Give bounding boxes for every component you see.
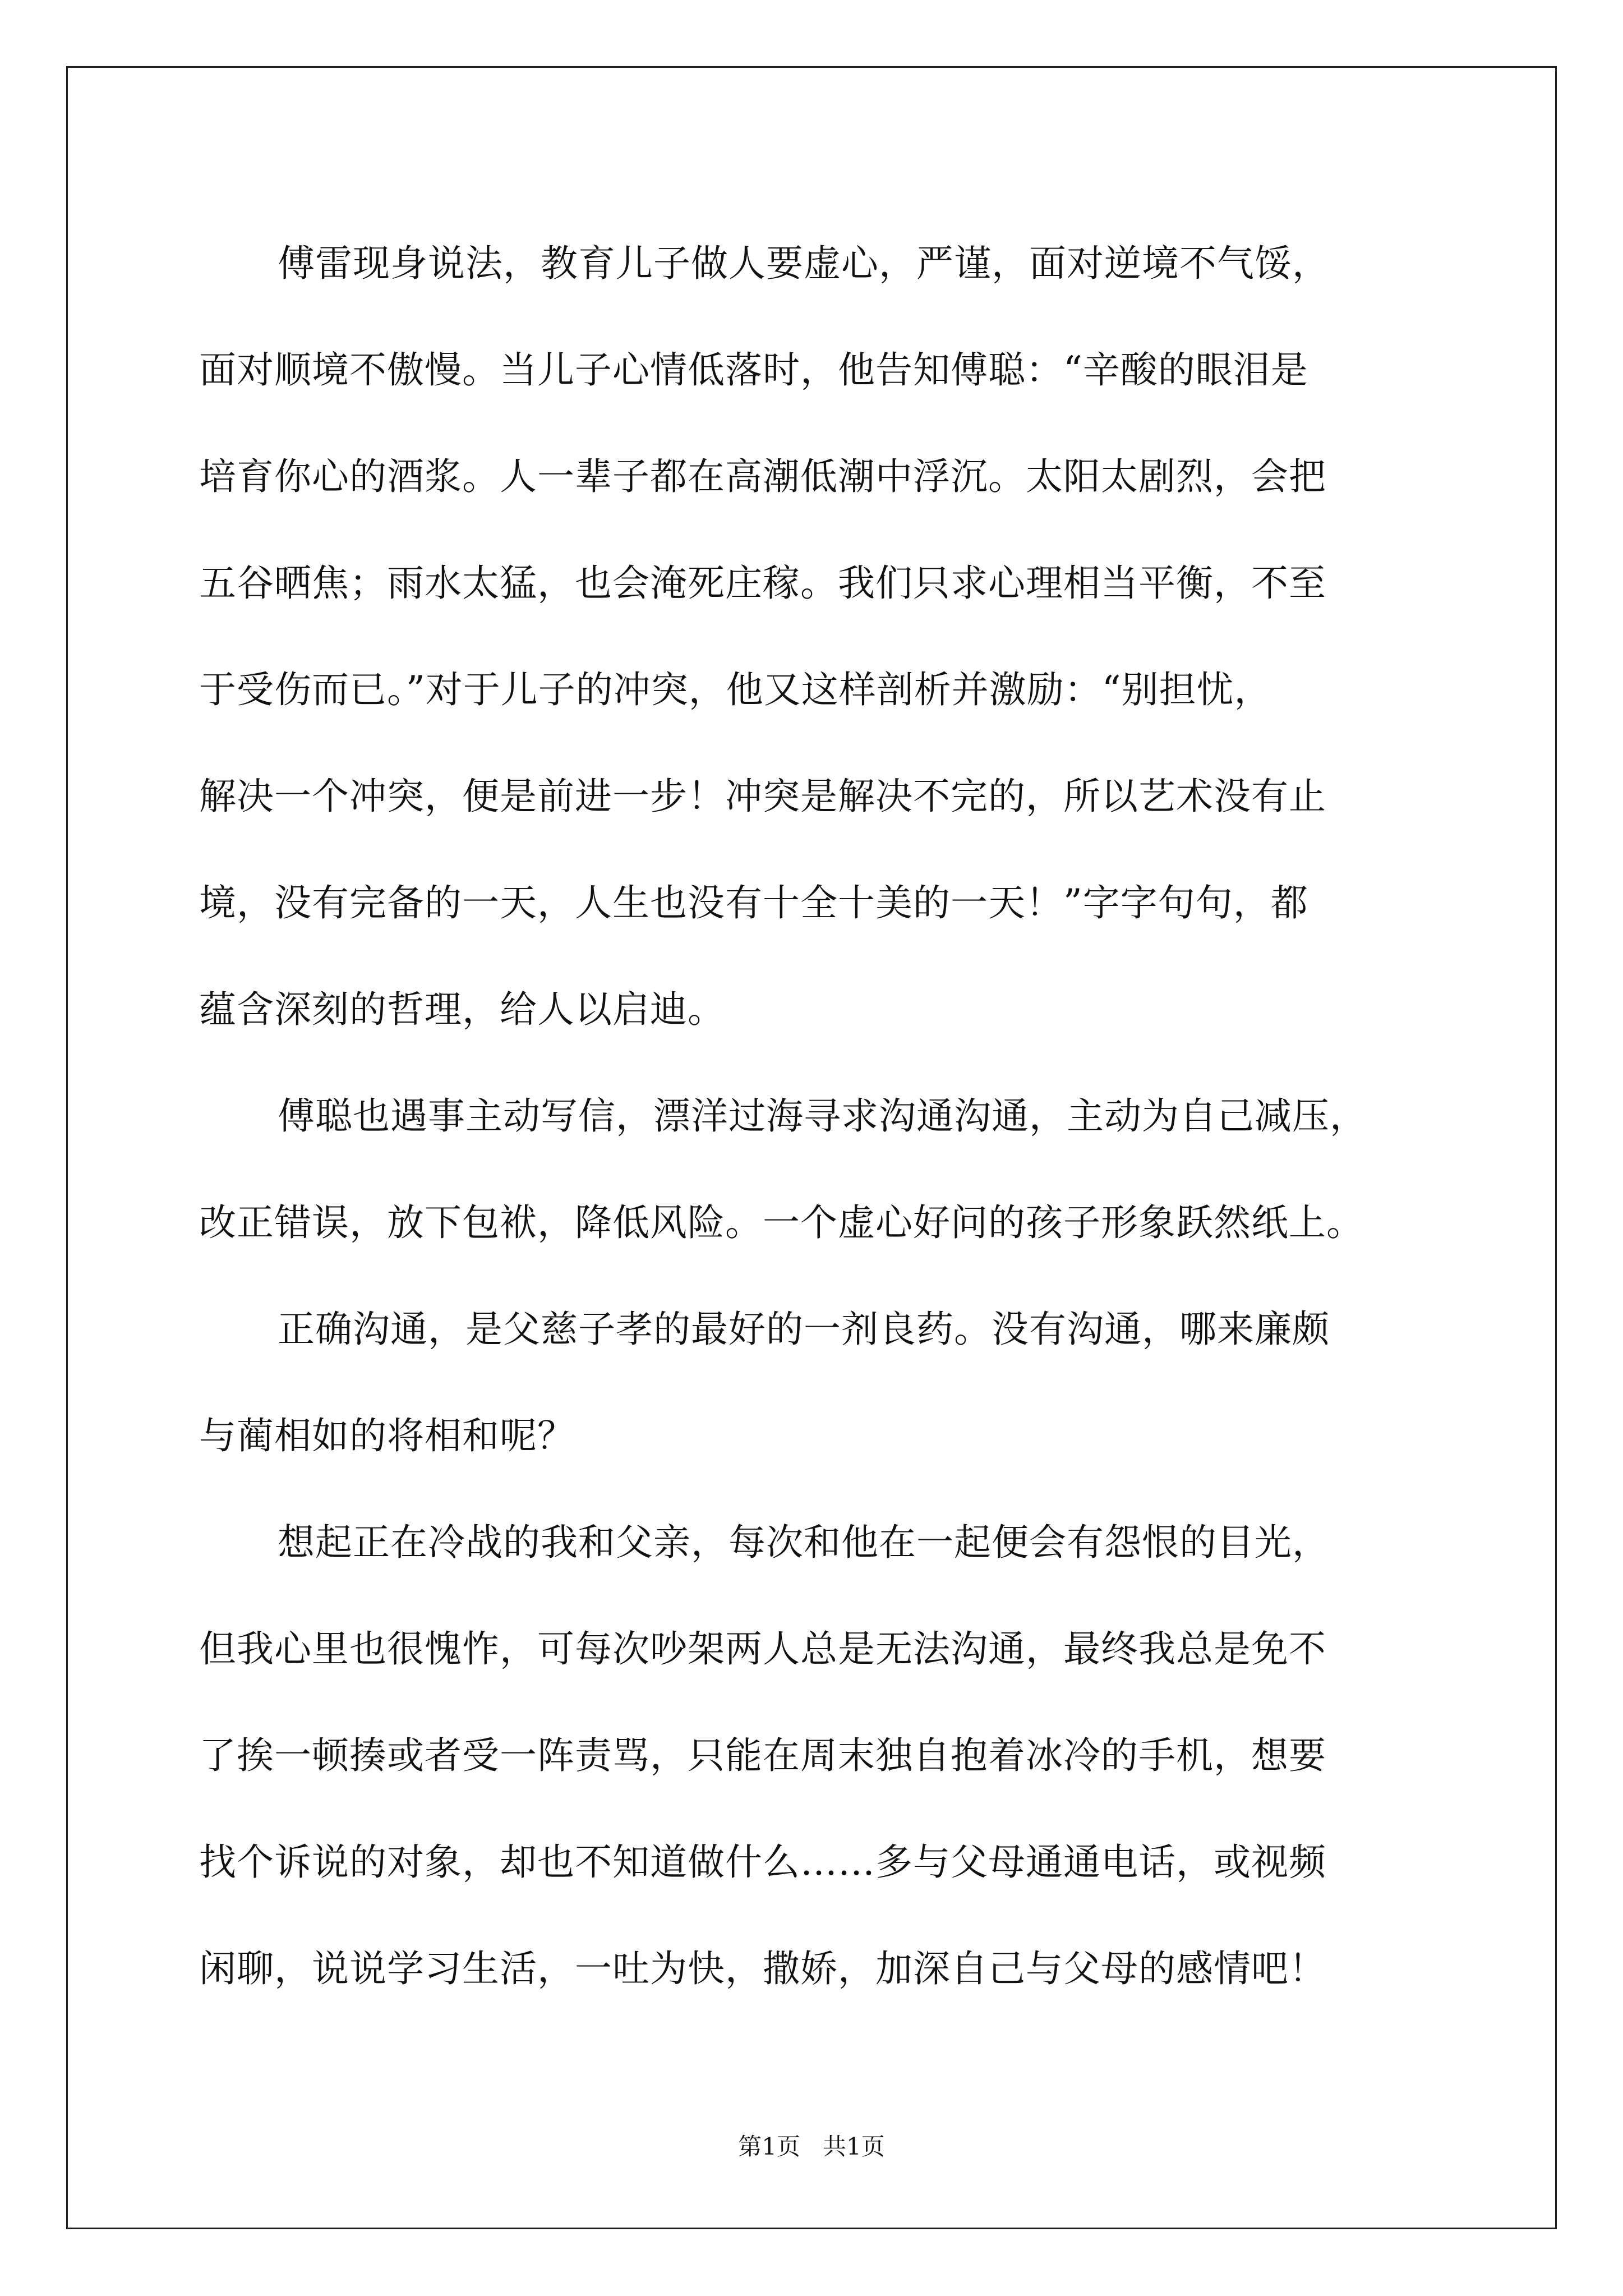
text-line: 傅雷现身说法，教育儿子做人要虚心，严谨，面对逆境不气馁， (278, 242, 1330, 285)
text-line: 五谷晒焦；雨水太猛，也会淹死庄稼。我们只求心理相当平衡，不至 (199, 562, 1326, 605)
text-line: 境，没有完备的一天，人生也没有十全十美的一天！”字字句句，都 (199, 881, 1308, 924)
text-line: 想起正在冷战的我和父亲，每次和他在一起便会有怨恨的目光， (278, 1521, 1330, 1564)
text-line: 找个诉说的对象，却也不知道做什么……多与父母通通电话，或视频 (199, 1841, 1326, 1884)
text-line: 但我心里也很愧怍，可每次吵架两人总是无法沟通，最终我总是免不 (199, 1627, 1326, 1671)
text-line: 蕴含深刻的哲理，给人以启迪。 (199, 988, 725, 1031)
text-line: 培育你心的酒浆。人一辈子都在高潮低潮中浮沉。太阳太剧烈，会把 (199, 455, 1326, 498)
text-line: 于受伤而已。”对于儿子的冲突，他又这样剖析并激励：“别担忧， (199, 668, 1272, 711)
text-line: 了挨一顿揍或者受一阵责骂，只能在周末独自抱着冰冷的手机，想要 (199, 1734, 1326, 1777)
text-line: 改正错误，放下包袱，降低风险。一个虚心好问的孩子形象跃然纸上。 (199, 1201, 1364, 1244)
page-total: 共1页 (823, 2133, 885, 2160)
text-line: 解决一个冲突，便是前进一步！冲突是解决不完的，所以艺术没有止 (199, 775, 1326, 818)
text-line: 正确沟通，是父慈子孝的最好的一剂良药。没有沟通，哪来廉颇 (278, 1308, 1330, 1351)
text-line: 傅聪也遇事主动写信，漂洋过海寻求沟通沟通，主动为自己减压， (278, 1094, 1367, 1138)
text-line: 闲聊，说说学习生活，一吐为快，撒娇，加深自己与父母的感情吧！ (199, 1947, 1326, 1990)
text-line: 与蔺相如的将相和呢？ (199, 1414, 575, 1457)
page-number: 第1页 (738, 2133, 800, 2160)
text-line: 面对顺境不傲慢。当儿子心情低落时，他告知傅聪：“辛酸的眼泪是 (199, 348, 1308, 392)
page-footer (0, 2130, 1623, 2164)
document-body (199, 210, 1422, 2022)
